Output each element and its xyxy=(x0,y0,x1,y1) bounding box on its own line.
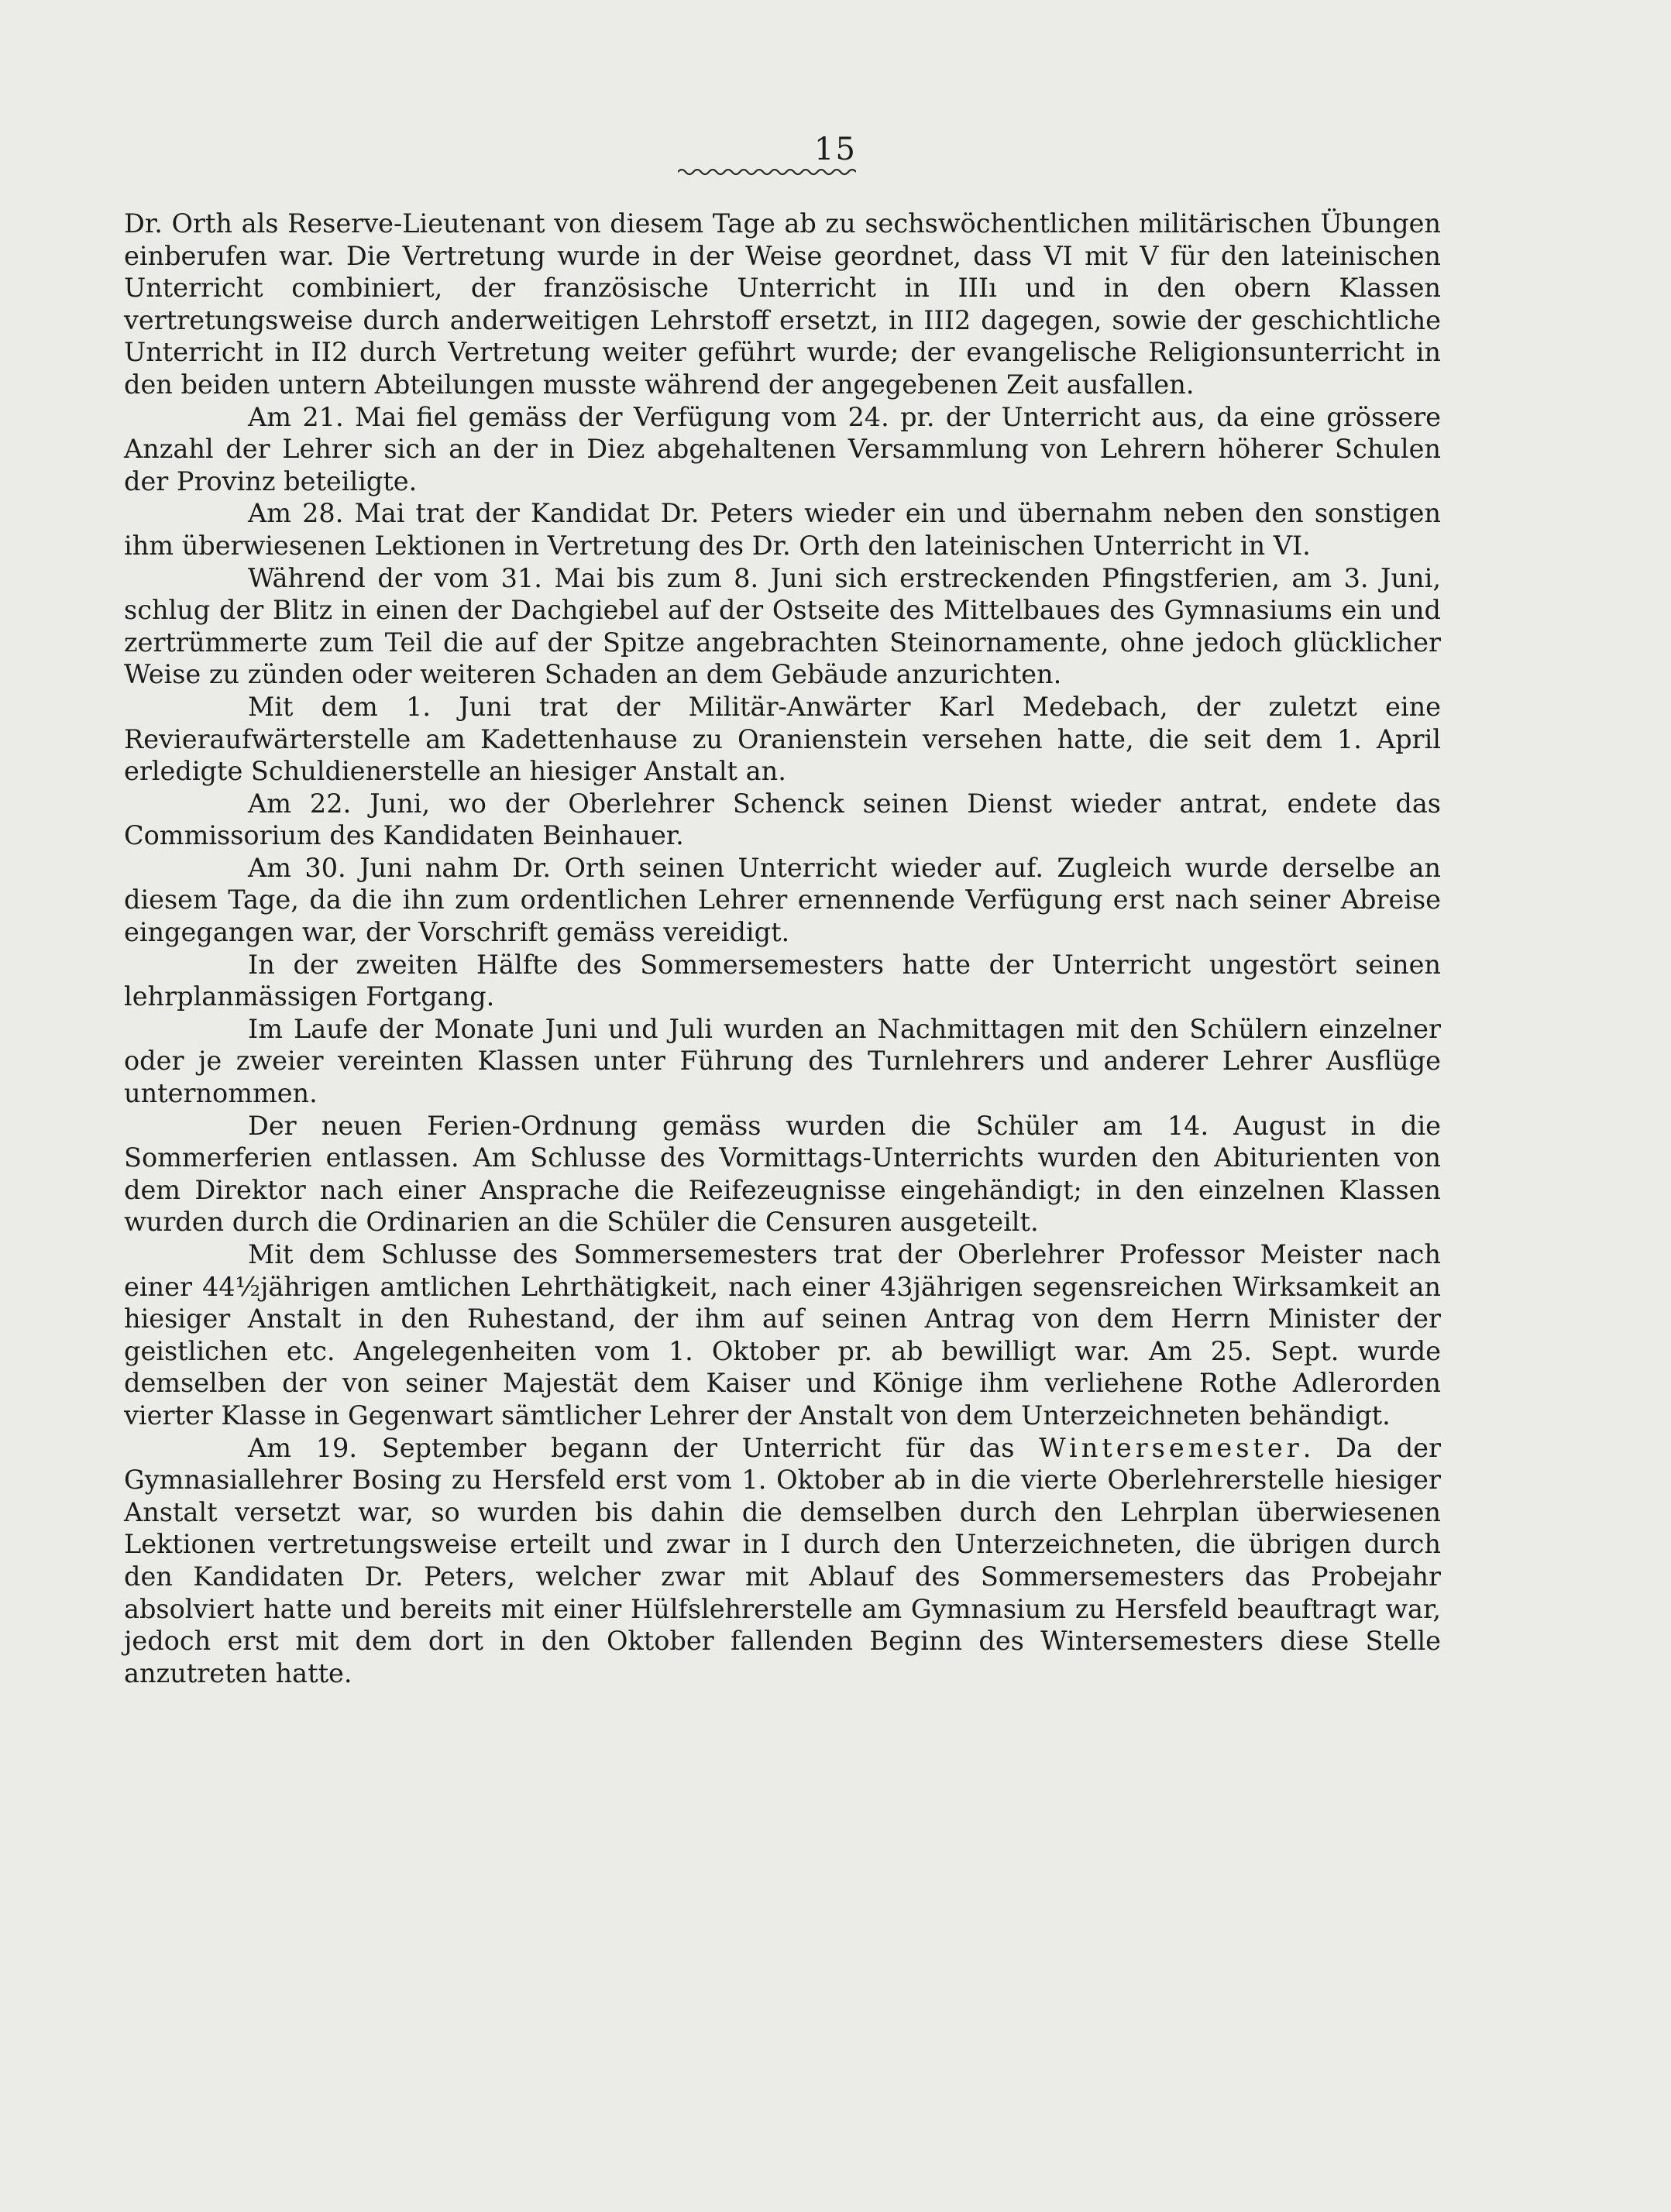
paragraph-text: Am 19. September begann der Unterricht für das xyxy=(248,1432,1040,1463)
page-number: 15 xyxy=(814,132,857,167)
emphasized-term: Wintersemester xyxy=(1039,1432,1303,1463)
paragraph: Der neuen Ferien-Ordnung gemäss wurden die Schüler am 14. August in die Sommerferien entlassen. Am Schlusse des Vormittags-Unterrichts wurden den Abiturienten von dem Direktor nach einer Ansprache die Reifezeugnisse eingehändigt; in den einzelnen Klassen wurden durch die Ordinarien an die Schüler die Censuren ausgeteilt. xyxy=(124,1110,1441,1238)
paragraph: Mit dem Schlusse des Sommersemesters trat der Oberlehrer Professor Meister nach einer 44½jährigen amtlichen Lehrthätigkeit, nach einer 43jährigen segensreichen Wirksamkeit an hiesiger Anstalt in den Ruhestand, der ihm auf seinen Antrag von dem Herrn Minister der geistlichen etc. Angelegenheiten vom 1. Oktober pr. ab bewilligt war. Am 25. Sept. wurde demselben der von seiner Majestät dem Kaiser und Könige ihm verliehene Rothe Adlerorden vierter Klasse in Gegenwart sämtlicher Lehrer der Anstalt von dem Unterzeichneten behändigt. xyxy=(124,1239,1441,1431)
paragraph: Am 22. Juni, wo der Oberlehrer Schenck seinen Dienst wieder antrat, endete das Commissorium des Kandidaten Beinhauer. xyxy=(124,788,1441,851)
paragraph: Am 21. Mai fiel gemäss der Verfügung vom 24. pr. der Unterricht aus, da eine grössere Anzahl der Lehrer sich an der in Diez abgehaltenen Versammlung von Lehrern höherer Schulen der Provinz beteiligte. xyxy=(124,401,1441,496)
body-text xyxy=(124,208,1441,1689)
paragraph: In der zweiten Hälfte des Sommersemesters hatte der Unterricht ungestört seinen lehrplanmässigen Fortgang. xyxy=(124,949,1441,1012)
paragraph-text: . Da der Gymnasiallehrer Bosing zu Hersfeld erst vom 1. Oktober ab in die vierte Oberlehrerstelle hiesiger Anstalt versetzt war, so wurden bis dahin die demselben durch den Lehrplan überwiesenen Lektionen vertretungsweise erteilt und zwar in I durch den Unterzeichneten, die übrigen durch den Kandidaten Dr. Peters, welcher zwar mit Ablauf des Sommersemesters das Probejahr absolviert hatte und bereits mit einer Hülfslehrerstelle am Gymnasium zu Hersfeld beauftragt war, jedoch erst mit dem dort in den Oktober fallenden Beginn des Wintersemesters diese Stelle anzutreten hatte. xyxy=(124,1432,1442,1688)
paragraph: Am 30. Juni nahm Dr. Orth seinen Unterricht wieder auf. Zugleich wurde derselbe an diesem Tage, da die ihn zum ordentlichen Lehrer ernennende Verfügung erst nach seiner Abreise eingegangen war, der Vorschrift gemäss vereidigt. xyxy=(124,852,1441,948)
wavy-rule-ornament xyxy=(678,166,856,178)
paragraph: Mit dem 1. Juni trat der Militär-Anwärter Karl Medebach, der zuletzt eine Revieraufwärterstelle am Kadettenhause zu Oranienstein versehen hatte, die seit dem 1. April erledigte Schuldienerstelle an hiesiger Anstalt an. xyxy=(124,691,1441,787)
paragraph: Während der vom 31. Mai bis zum 8. Juni sich erstreckenden Pfingstferien, am 3. Juni, schlug der Blitz in einen der Dachgiebel auf der Ostseite des Mittelbaues des Gymnasiums ein und zertrümmerte zum Teil die auf der Spitze angebrachten Steinornamente, ohne jedoch glücklicher Weise zu zünden oder weiteren Schaden an dem Gebäude anzurichten. xyxy=(124,562,1441,690)
paragraph: Dr. Orth als Reserve-Lieutenant von diesem Tage ab zu sechswöchentlichen militärischen Übungen einberufen war. Die Vertretung wurde in der Weise geordnet, dass VI mit V für den lateinischen Unterricht combiniert, der französische Unterricht in IIIı und in den obern Klassen vertretungsweise durch anderweitigen Lehrstoff ersetzt, in III2 dagegen, sowie der geschichtliche Unterricht in II2 durch Vertretung weiter geführt wurde; der evangelische Religionsunterricht in den beiden untern Abteilungen musste während der angegebenen Zeit ausfallen. xyxy=(124,208,1441,400)
paragraph: Am 28. Mai trat der Kandidat Dr. Peters wieder ein und übernahm neben den sonstigen ihm überwiesenen Lektionen in Vertretung des Dr. Orth den lateinischen Unterricht in VI. xyxy=(124,498,1441,561)
paragraph-last xyxy=(124,1432,1441,1690)
paragraph: Im Laufe der Monate Juni und Juli wurden an Nachmittagen mit den Schülern einzelner oder je zweier vereinten Klassen unter Führung des Turnlehrers und anderer Lehrer Ausflüge unternommen. xyxy=(124,1013,1441,1109)
